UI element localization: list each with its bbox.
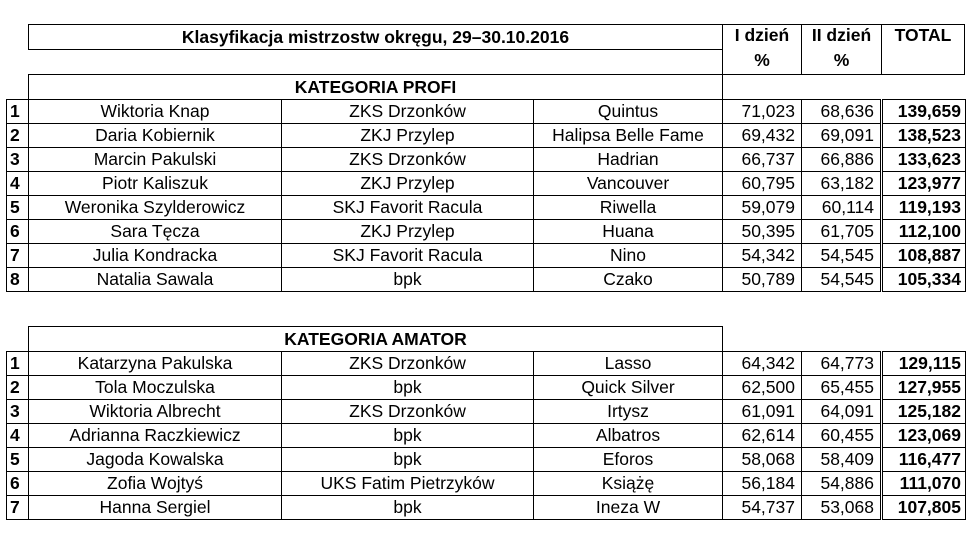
column-header-day2-unit: % (833, 50, 850, 70)
day1-score-cell: 50,395 (723, 220, 802, 244)
place-cell: 4 (7, 424, 29, 448)
rider-name-cell: Hanna Sergiel (29, 496, 282, 520)
day1-score-cell: 62,614 (723, 424, 802, 448)
category-heading-profi: KATEGORIA PROFI (28, 74, 723, 100)
day2-score-cell: 69,091 (802, 124, 882, 148)
day1-score-cell: 60,795 (723, 172, 802, 196)
horse-cell: Quick Silver (534, 376, 723, 400)
day1-score-cell: 50,789 (723, 268, 802, 292)
total-score-cell: 139,659 (882, 100, 966, 124)
day2-score-cell: 64,091 (802, 400, 882, 424)
table-row (7, 148, 966, 172)
place-cell: 6 (7, 220, 29, 244)
rider-name-cell: Wiktoria Albrecht (29, 400, 282, 424)
table-row (7, 244, 966, 268)
column-header-day1-unit: % (754, 50, 770, 70)
total-score-cell: 125,182 (882, 400, 966, 424)
table-row (7, 124, 966, 148)
place-cell: 5 (7, 196, 29, 220)
club-cell: ZKS Drzonków (282, 148, 534, 172)
table-row (7, 448, 966, 472)
day1-score-cell: 64,342 (723, 352, 802, 376)
rider-name-cell: Tola Moczulska (29, 376, 282, 400)
table-row (7, 220, 966, 244)
day1-score-cell: 59,079 (723, 196, 802, 220)
total-score-cell: 133,623 (882, 148, 966, 172)
place-cell: 1 (7, 352, 29, 376)
rider-name-cell: Katarzyna Pakulska (29, 352, 282, 376)
place-cell: 3 (7, 400, 29, 424)
rider-name-cell: Zofia Wojtyś (29, 472, 282, 496)
horse-cell: Ineza W (534, 496, 723, 520)
table-row (7, 268, 966, 292)
club-cell: ZKS Drzonków (282, 352, 534, 376)
place-cell: 4 (7, 172, 29, 196)
rider-name-cell: Wiktoria Knap (29, 100, 282, 124)
horse-cell: Książę (534, 472, 723, 496)
total-score-cell: 107,805 (882, 496, 966, 520)
table-row (7, 424, 966, 448)
rider-name-cell: Jagoda Kowalska (29, 448, 282, 472)
column-header-day1-label: I dzień (734, 25, 790, 45)
day2-score-cell: 54,545 (802, 244, 882, 268)
club-cell: ZKJ Przylep (282, 172, 534, 196)
table-row (7, 472, 966, 496)
day1-score-cell: 54,342 (723, 244, 802, 268)
table-row (7, 496, 966, 520)
club-cell: bpk (282, 376, 534, 400)
table-row (7, 400, 966, 424)
day1-score-cell: 71,023 (723, 100, 802, 124)
place-cell: 1 (7, 100, 29, 124)
day1-score-cell: 69,432 (723, 124, 802, 148)
total-score-cell: 111,070 (882, 472, 966, 496)
horse-cell: Irtysz (534, 400, 723, 424)
day1-score-cell: 61,091 (723, 400, 802, 424)
table-row (7, 196, 966, 220)
horse-cell: Hadrian (534, 148, 723, 172)
results-table-amator (6, 351, 966, 520)
results-table-profi (6, 99, 966, 292)
table-row (7, 172, 966, 196)
place-cell: 8 (7, 268, 29, 292)
place-cell: 7 (7, 496, 29, 520)
horse-cell: Czako (534, 268, 723, 292)
rider-name-cell: Marcin Pakulski (29, 148, 282, 172)
day2-score-cell: 61,705 (802, 220, 882, 244)
day2-score-cell: 54,886 (802, 472, 882, 496)
day2-score-cell: 65,455 (802, 376, 882, 400)
horse-cell: Halipsa Belle Fame (534, 124, 723, 148)
table-row (7, 376, 966, 400)
horse-cell: Huana (534, 220, 723, 244)
day1-score-cell: 56,184 (723, 472, 802, 496)
day1-score-cell: 54,737 (723, 496, 802, 520)
total-score-cell: 105,334 (882, 268, 966, 292)
column-header-day2-label: II dzień (811, 25, 872, 45)
rider-name-cell: Adrianna Raczkiewicz (29, 424, 282, 448)
horse-cell: Albatros (534, 424, 723, 448)
rider-name-cell: Weronika Szylderowicz (29, 196, 282, 220)
day2-score-cell: 53,068 (802, 496, 882, 520)
day2-score-cell: 60,114 (802, 196, 882, 220)
club-cell: SKJ Favorit Racula (282, 244, 534, 268)
club-cell: SKJ Favorit Racula (282, 196, 534, 220)
day1-score-cell: 62,500 (723, 376, 802, 400)
total-score-cell: 116,477 (882, 448, 966, 472)
rider-name-cell: Daria Kobiernik (29, 124, 282, 148)
rider-name-cell: Julia Kondracka (29, 244, 282, 268)
total-score-cell: 138,523 (882, 124, 966, 148)
place-cell: 2 (7, 124, 29, 148)
place-cell: 3 (7, 148, 29, 172)
club-cell: bpk (282, 268, 534, 292)
horse-cell: Quintus (534, 100, 723, 124)
category-heading-amator: KATEGORIA AMATOR (28, 326, 723, 352)
rider-name-cell: Natalia Sawala (29, 268, 282, 292)
column-header-day2 (801, 23, 882, 73)
table-row (7, 352, 966, 376)
horse-cell: Vancouver (534, 172, 723, 196)
total-score-cell: 119,193 (882, 196, 966, 220)
horse-cell: Eforos (534, 448, 723, 472)
club-cell: ZKJ Przylep (282, 124, 534, 148)
total-score-cell: 112,100 (882, 220, 966, 244)
total-score-cell: 123,069 (882, 424, 966, 448)
horse-cell: Nino (534, 244, 723, 268)
club-cell: bpk (282, 424, 534, 448)
club-cell: UKS Fatim Pietrzyków (282, 472, 534, 496)
total-score-cell: 108,887 (882, 244, 966, 268)
column-header-total: TOTAL (894, 25, 952, 45)
place-cell: 7 (7, 244, 29, 268)
day2-score-cell: 64,773 (802, 352, 882, 376)
day2-score-cell: 63,182 (802, 172, 882, 196)
day2-score-cell: 58,409 (802, 448, 882, 472)
table-row (7, 100, 966, 124)
total-score-cell: 129,115 (882, 352, 966, 376)
club-cell: bpk (282, 496, 534, 520)
day2-score-cell: 54,545 (802, 268, 882, 292)
day2-score-cell: 68,636 (802, 100, 882, 124)
rider-name-cell: Sara Tęcza (29, 220, 282, 244)
club-cell: ZKS Drzonków (282, 400, 534, 424)
total-score-cell: 123,977 (882, 172, 966, 196)
total-score-cell: 127,955 (882, 376, 966, 400)
place-cell: 2 (7, 376, 29, 400)
rider-name-cell: Piotr Kaliszuk (29, 172, 282, 196)
day1-score-cell: 58,068 (723, 448, 802, 472)
horse-cell: Lasso (534, 352, 723, 376)
place-cell: 5 (7, 448, 29, 472)
day2-score-cell: 66,886 (802, 148, 882, 172)
club-cell: bpk (282, 448, 534, 472)
day2-score-cell: 60,455 (802, 424, 882, 448)
place-cell: 6 (7, 472, 29, 496)
horse-cell: Riwella (534, 196, 723, 220)
day1-score-cell: 66,737 (723, 148, 802, 172)
club-cell: ZKS Drzonków (282, 100, 534, 124)
club-cell: ZKJ Przylep (282, 220, 534, 244)
page-title: Klasyfikacja mistrzostw okręgu, 29–30.10.2016 (28, 24, 723, 50)
column-header-day1 (722, 23, 802, 73)
